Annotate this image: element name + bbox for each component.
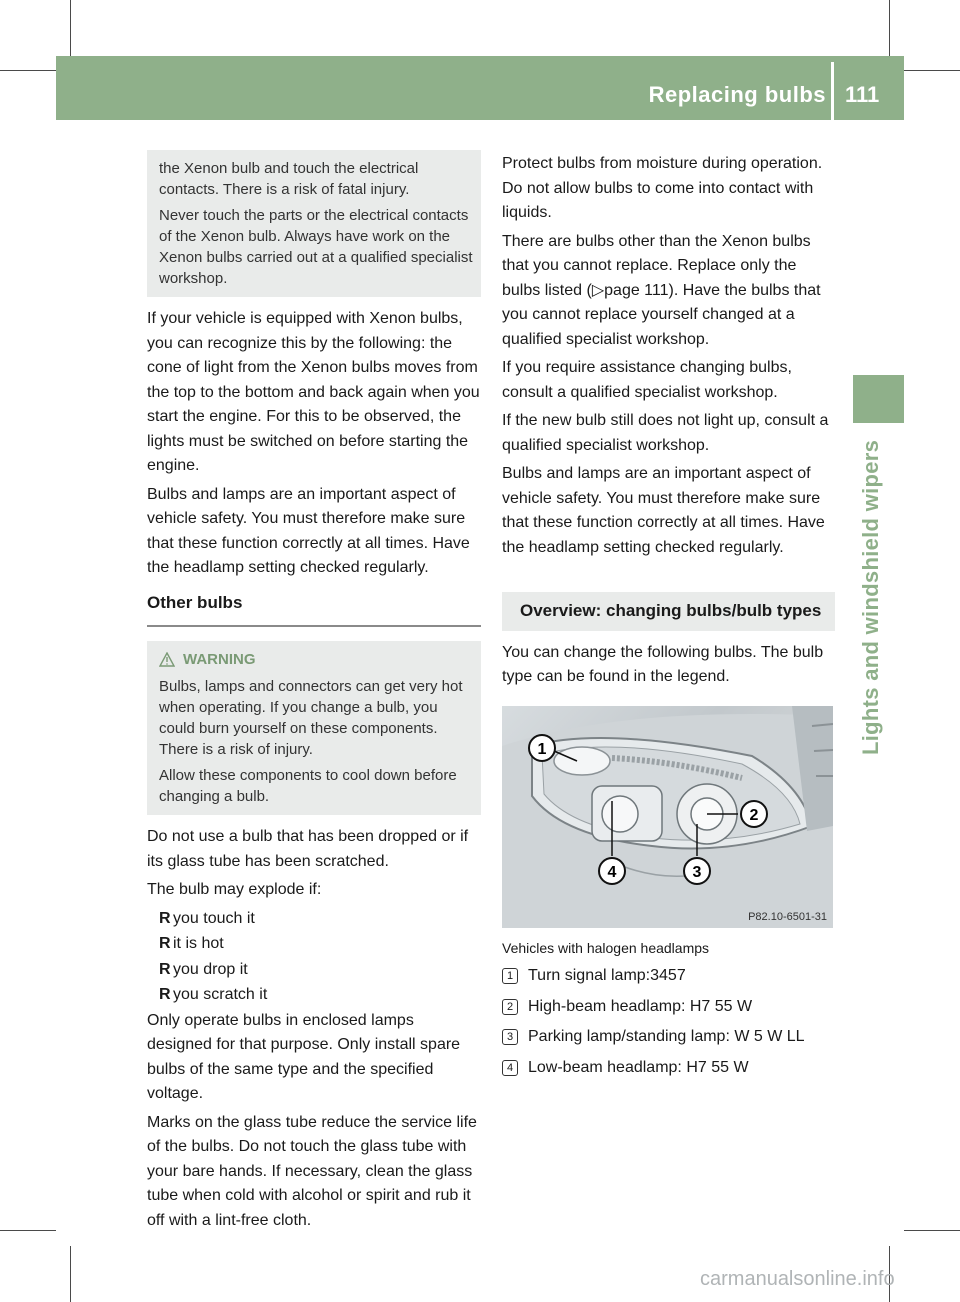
crop-mark xyxy=(904,70,960,71)
callout-label: 2 xyxy=(749,806,759,824)
crop-mark xyxy=(0,1230,56,1231)
page-title: Replacing bulbs xyxy=(648,82,826,107)
bullet-symbol: R xyxy=(159,935,171,952)
paragraph-text: There are bulbs other than the Xenon bulbs that you cannot replace. Replace only the bulbs listed ( xyxy=(502,232,811,299)
warning-text: Bulbs, lamps and connectors can get very hot when operating. If you change a bulb, you could burn yourself on these components. There is a risk of injury. xyxy=(159,678,463,758)
legend-text: Parking lamp/standing lamp: W 5 W LL xyxy=(528,1028,805,1045)
crop-mark xyxy=(70,0,71,56)
legend-text: High-beam headlamp: H7 55 W xyxy=(528,997,753,1015)
crop-mark xyxy=(904,1230,960,1231)
paragraph xyxy=(502,230,835,353)
paragraph: Bulbs and lamps are an important aspect of vehicle safety. You must therefore make sure that these function correctly at all times. Have the headlamp setting checked regularly. xyxy=(502,465,825,556)
paragraph: Only operate bulbs in enclosed lamps designed for that purpose. Only install spare bulbs of the same type and the specified voltage. xyxy=(147,1011,461,1102)
paragraph: Do not use a bulb that has been dropped or if its glass tube has been scratched. xyxy=(147,828,469,870)
header-divider xyxy=(831,62,834,120)
legend-text: Low-beam headlamp: H7 55 W xyxy=(528,1058,749,1076)
callout-label: 4 xyxy=(607,863,617,881)
section-title: Other bulbs xyxy=(147,591,481,628)
legend-number: 1 xyxy=(502,968,518,984)
paragraph: You can change the following bulbs. The bulb type can be found in the legend. xyxy=(502,643,824,685)
xenon-box-text: the Xenon bulb and touch the electrical contacts. There is a risk of fatal injury. xyxy=(159,160,419,198)
paragraph: The bulb may explode if: xyxy=(147,881,322,898)
xenon-box-text: Never touch the parts or the electrical contacts of the Xenon bulb. Always have work on the Xenon bulbs carried out at a qualified specialist workshop. xyxy=(159,207,473,287)
legend-item xyxy=(502,995,835,1020)
list-item-text: you touch it xyxy=(173,909,255,927)
callout-label: 3 xyxy=(692,863,702,881)
list-item xyxy=(147,932,481,957)
bullet-symbol: R xyxy=(159,909,171,927)
legend-text: Turn signal lamp:3457 xyxy=(528,967,686,984)
chapter-label: Lights and windshield wipers xyxy=(858,439,883,755)
legend-item xyxy=(502,964,835,989)
overview-heading: Overview: changing bulbs/bulb types xyxy=(502,592,835,631)
left-column xyxy=(147,150,481,1237)
page-reference-link[interactable]: page 111 xyxy=(604,281,669,299)
list-item-text: you drop it xyxy=(173,960,248,978)
paragraph-text: ). Have the bulbs that you cannot replace yourself changed at a qualified specialist workshop. xyxy=(502,281,821,348)
bullet-symbol: R xyxy=(159,986,171,1003)
paragraph: If you require assistance changing bulbs, consult a qualified specialist workshop. xyxy=(502,359,792,401)
paragraph: If your vehicle is equipped with Xenon bulbs, you can recognize this by the following: the cone of light from the Xenon bulbs moves from the top to the bottom and back again when you start the engine. For this to be observed, the lights must be switched on before starting the engine. xyxy=(147,310,480,474)
callout-label: 1 xyxy=(537,740,547,758)
watermark: carmanualsonline.info xyxy=(700,1268,895,1290)
warning-label: WARNING xyxy=(183,651,256,668)
figure-caption: Vehicles with halogen headlamps xyxy=(502,939,710,956)
headlamp-figure xyxy=(502,706,833,928)
crop-mark xyxy=(889,0,890,56)
legend-item xyxy=(502,1056,835,1081)
crop-mark xyxy=(0,70,56,71)
xenon-warning-box xyxy=(147,150,481,297)
paragraph: Protect bulbs from moisture during operation. Do not allow bulbs to come into contact with liquids. xyxy=(502,155,823,221)
bullet-symbol: R xyxy=(159,960,171,978)
warning-triangle-icon xyxy=(159,652,175,667)
headlamp-illustration xyxy=(502,706,833,928)
paragraph: If the new bulb still does not light up, consult a qualified specialist workshop. xyxy=(502,412,829,454)
crop-mark xyxy=(70,1246,71,1302)
paragraph: Bulbs and lamps are an important aspect of vehicle safety. You must therefore make sure that these function correctly at all times. Have the headlamp setting checked regularly. xyxy=(147,485,470,576)
warning-header xyxy=(159,649,473,670)
page-number: 111 xyxy=(845,82,880,107)
legend-number: 3 xyxy=(502,1029,518,1045)
figure-code: P82.10-6501-31 xyxy=(748,910,827,923)
list-item xyxy=(147,907,481,932)
list-item-text: you scratch it xyxy=(173,986,268,1003)
page-ref-arrow-icon: ▷ xyxy=(591,281,605,299)
legend-item xyxy=(502,1025,835,1050)
list-item xyxy=(147,958,481,983)
paragraph: Marks on the glass tube reduce the service life of the bulbs. Do not touch the glass tube with your bare hands. If necessary, clean the glass tube when cold with alcohol or spirit and rub it off with a lint-free cloth. xyxy=(147,1113,477,1229)
chapter-tab xyxy=(853,375,904,423)
warning-text: Allow these components to cool down before changing a bulb. xyxy=(159,767,457,805)
list-item xyxy=(147,983,481,1008)
legend-number: 4 xyxy=(502,1060,518,1076)
warning-box xyxy=(147,641,481,815)
list-item-text: it is hot xyxy=(173,935,224,952)
legend-number: 2 xyxy=(502,999,518,1015)
right-column xyxy=(502,152,835,1086)
